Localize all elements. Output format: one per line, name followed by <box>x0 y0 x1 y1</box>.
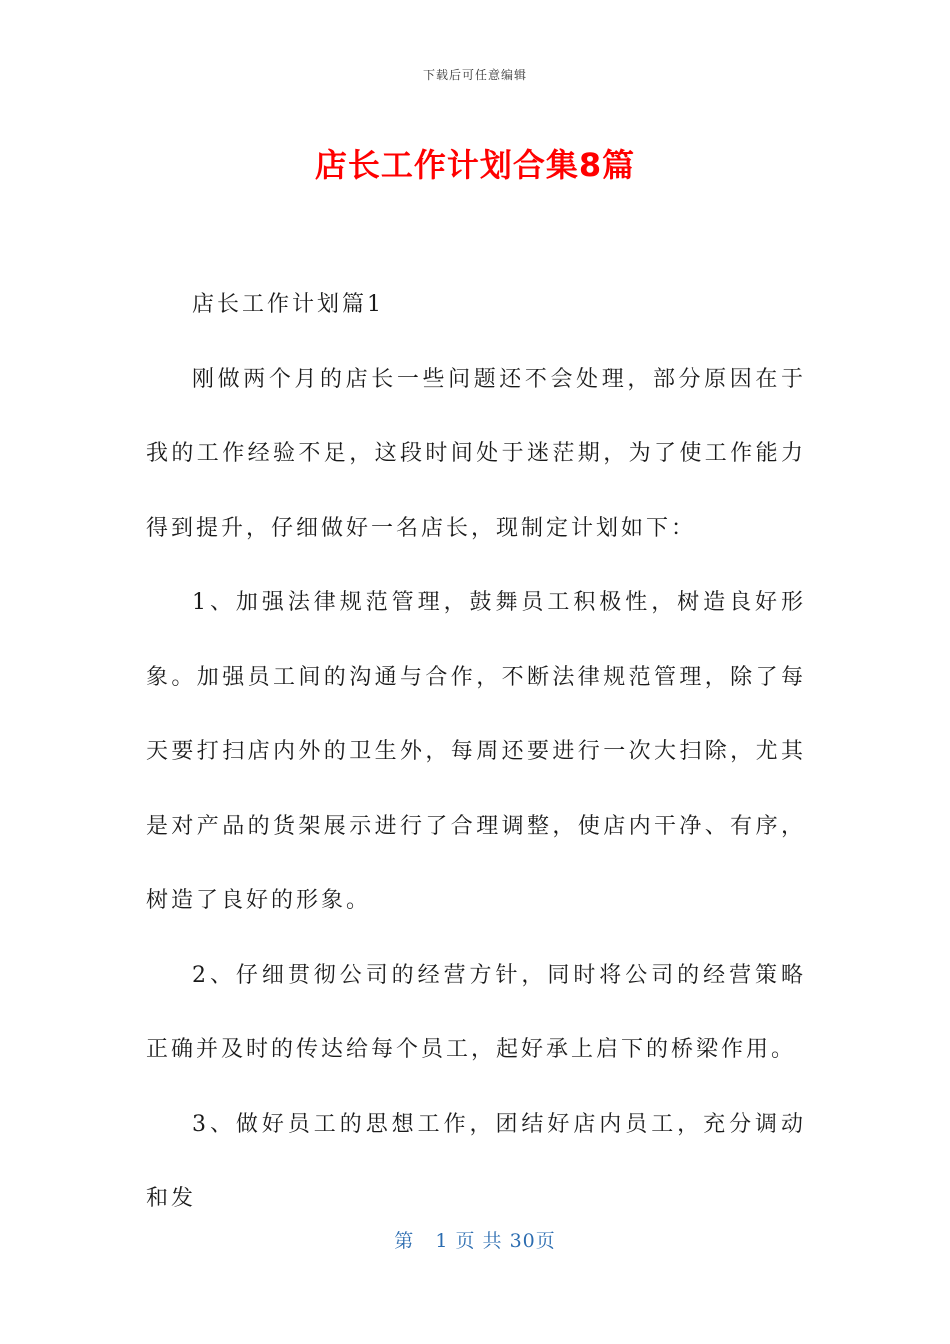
paragraph: 1、加强法律规范管理，鼓舞员工积极性，树造良好形象。加强员工间的沟通与合作，不断法律规范管理，除了每天要打扫店内外的卫生外，每周还要进行一次大扫除，尤其是对产品的货架展示进行了合理调整，使店内干净、有序，树造了良好的形象。 <box>146 590 806 913</box>
footer-prefix: 第 <box>394 1230 415 1252</box>
footer-middle: 页 共 <box>455 1230 503 1252</box>
total-page-count: 30 <box>509 1230 536 1252</box>
document-body <box>146 268 806 1237</box>
current-page-number: 1 <box>435 1230 449 1252</box>
header-note: 下载后可任意编辑 <box>422 68 527 82</box>
document-title: 店长工作计划合集8篇 <box>314 146 636 184</box>
paragraph: 3、做好员工的思想工作，团结好店内员工，充分调动和发 <box>146 1111 806 1211</box>
paragraph: 刚做两个月的店长一些问题还不会处理，部分原因在于我的工作经验不足，这段时间处于迷茫期，为了使工作能力得到提升，仔细做好一名店长，现制定计划如下： <box>146 366 806 541</box>
paragraph: 2、仔细贯彻公司的经营方针，同时将公司的经营策略正确并及时的传达给每个员工，起好承上启下的桥梁作用。 <box>146 962 806 1062</box>
page-footer <box>0 1226 950 1253</box>
footer-suffix: 页 <box>535 1230 556 1252</box>
section-heading: 店长工作计划篇1 <box>192 292 384 317</box>
